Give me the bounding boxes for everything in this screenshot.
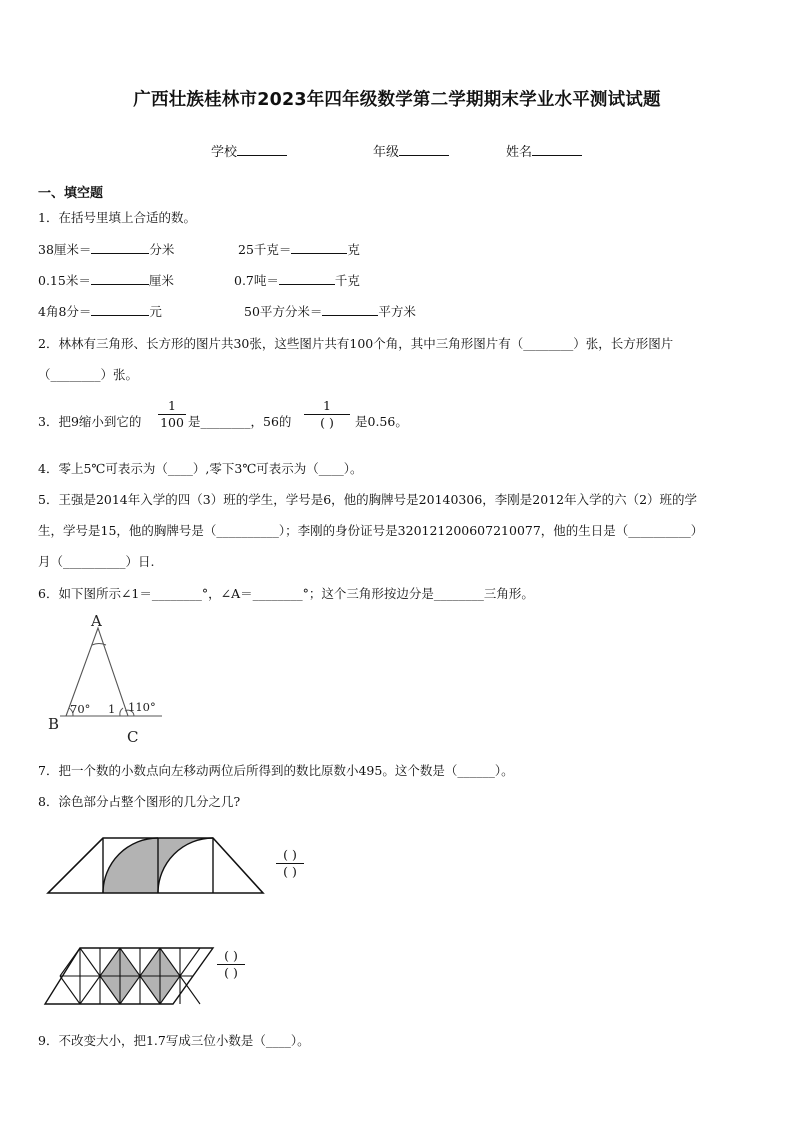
fraction-denominator: ( ) — [217, 964, 245, 980]
q1-item-3 — [38, 271, 174, 289]
fraction-1-100 — [158, 398, 186, 430]
answer-fraction-1[interactable] — [276, 847, 304, 879]
page-title: 广西壮族桂林市2023年四年级数学第二学期期末学业水平测试试题 — [133, 90, 661, 110]
answer-blank[interactable] — [279, 273, 335, 285]
fraction-numerator: ( ) — [224, 948, 238, 963]
answer-blank[interactable] — [91, 273, 149, 285]
q1-item-6 — [244, 302, 416, 320]
q1-item-3-pre: 0.15米＝ — [38, 273, 91, 288]
grade-field[interactable] — [373, 141, 449, 160]
angle-b-label: 70° — [70, 702, 91, 716]
exterior-angle-label: 110° — [128, 700, 156, 714]
school-label: 学校 — [211, 145, 238, 160]
angle-1-label: 1 — [108, 702, 116, 716]
name-label: 姓名 — [506, 145, 533, 160]
q1-item-5-pre: 4角8分＝ — [38, 304, 92, 319]
school-field[interactable] — [211, 141, 287, 160]
q1-item-4 — [234, 271, 360, 289]
answer-blank[interactable] — [291, 242, 347, 254]
fraction-denominator[interactable]: ( ) — [304, 414, 350, 430]
q1-item-5-post: 元 — [149, 304, 162, 319]
question-6-stem: 6．如下图所示∠1＝________°，∠A＝________°；这个三角形按边分是________三角形。 — [38, 586, 534, 601]
q1-item-4-pre: 0.7吨＝ — [234, 273, 279, 288]
q1-item-4-post: 千克 — [334, 273, 360, 288]
q1-item-2-pre: 25千克＝ — [238, 242, 292, 257]
answer-blank[interactable] — [91, 242, 149, 254]
vertex-c-label: C — [127, 728, 139, 746]
question-4: 4．零上5℃可表示为（____）,零下3℃可表示为（____）。 — [38, 461, 363, 476]
parallelogram-figure — [40, 942, 220, 1008]
section-heading: 一、填空题 — [38, 186, 104, 201]
grade-label: 年级 — [373, 145, 400, 160]
fraction-1-blank — [304, 398, 350, 430]
q1-item-1-pre: 38厘米＝ — [38, 242, 92, 257]
question-1-stem: 1．在括号里填上合适的数。 — [38, 210, 196, 225]
question-8-stem: 8．涂色部分占整个图形的几分之几? — [38, 794, 241, 809]
name-field[interactable] — [506, 141, 582, 160]
question-2-line-1: 2．林林有三角形、长方形的图片共30张，这些图片共有100个角，其中三角形图片有（________）张，长方形图片 — [38, 336, 674, 351]
question-9: 9．不改变大小，把1.7写成三位小数是（____）。 — [38, 1033, 310, 1048]
vertex-a-label: A — [91, 612, 102, 630]
q1-item-3-post: 厘米 — [148, 273, 174, 288]
q1-item-6-post: 平方米 — [378, 304, 416, 319]
answer-blank[interactable] — [322, 304, 378, 316]
vertex-b-label: B — [48, 715, 60, 733]
q1-item-2-post: 克 — [347, 242, 360, 257]
question-5-line-2: 生，学号是15，他的胸牌号是（__________）；李刚的身份证号是320121200607210077，他的生日是（__________） — [38, 523, 704, 538]
q1-item-2 — [238, 240, 360, 258]
q1-item-1-post: 分米 — [149, 242, 175, 257]
question-3-mid: 是________，56的 — [188, 414, 292, 429]
question-3-post: 是0.56。 — [355, 414, 408, 429]
question-5-line-1: 5．王强是2014年入学的四（3）班的学生，学号是6，他的胸牌号是20140306，李刚是2012年入学的六（2）班的学 — [38, 492, 698, 507]
question-2-line-2: （________）张。 — [38, 367, 139, 382]
fraction-numerator: 1 — [323, 398, 331, 413]
question-3-pre: 3．把9缩小到它的 — [38, 414, 142, 429]
question-5-line-3: 月（__________）日. — [38, 554, 155, 569]
q1-item-5 — [38, 302, 162, 320]
q1-item-1 — [38, 240, 174, 258]
fraction-denominator: ( ) — [276, 863, 304, 879]
q1-item-6-pre: 50平方分米＝ — [244, 304, 323, 319]
fraction-numerator: 1 — [168, 398, 176, 413]
answer-blank[interactable] — [91, 304, 149, 316]
fraction-numerator: ( ) — [283, 847, 297, 862]
triangle-figure — [46, 612, 176, 747]
trapezoid-figure — [40, 832, 270, 902]
fraction-denominator: 100 — [158, 414, 186, 430]
question-7: 7．把一个数的小数点向左移动两位后所得到的数比原数小495。这个数是（______）。 — [38, 763, 514, 778]
answer-fraction-2[interactable] — [217, 948, 245, 980]
